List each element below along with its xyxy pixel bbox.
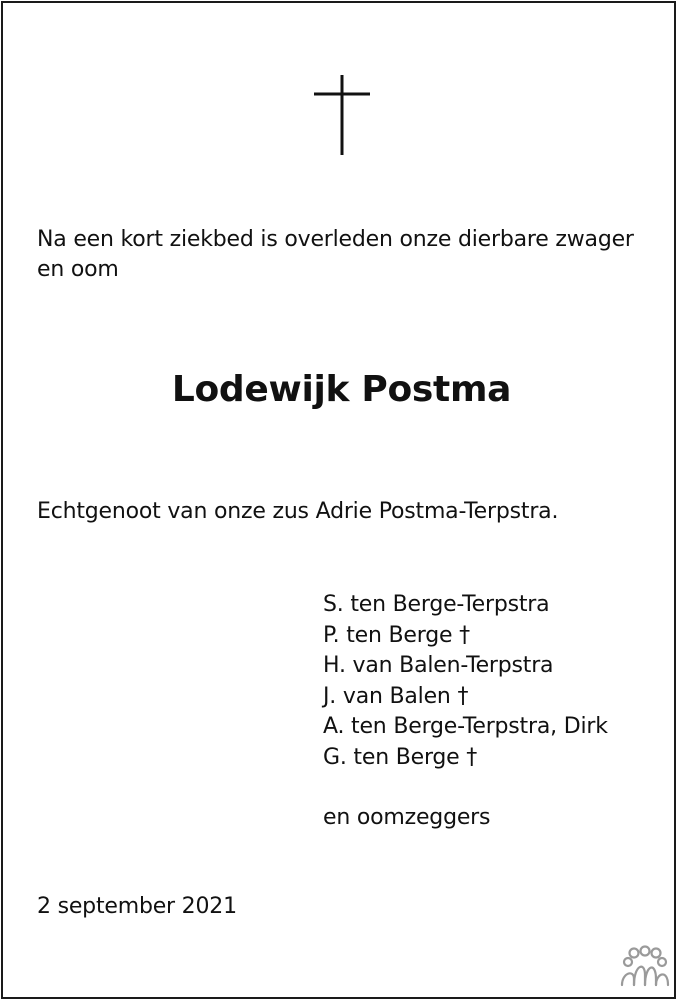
cross-icon: [313, 75, 371, 155]
family-member: J. van Balen †: [323, 683, 469, 709]
spouse-text: Echtgenoot van onze zus Adrie Postma-Terpstra.: [37, 499, 559, 524]
nephews-text: en oomzeggers: [323, 805, 491, 830]
family-member: S. ten Berge-Terpstra: [323, 592, 550, 617]
notice-frame: [1, 1, 676, 999]
people-group-logo-icon: [619, 945, 671, 989]
family-member: H. van Balen-Terpstra: [323, 653, 554, 678]
deceased-name: Lodewijk Postma: [171, 369, 512, 410]
family-member: A. ten Berge-Terpstra, Dirk: [323, 714, 608, 739]
family-list: [323, 590, 608, 773]
intro-text: Na een kort ziekbed is overleden onze dierbare zwager en oom: [37, 227, 634, 282]
notice-date: 2 september 2021: [37, 894, 237, 919]
family-member: G. ten Berge †: [323, 744, 478, 770]
family-member: P. ten Berge †: [323, 622, 470, 648]
